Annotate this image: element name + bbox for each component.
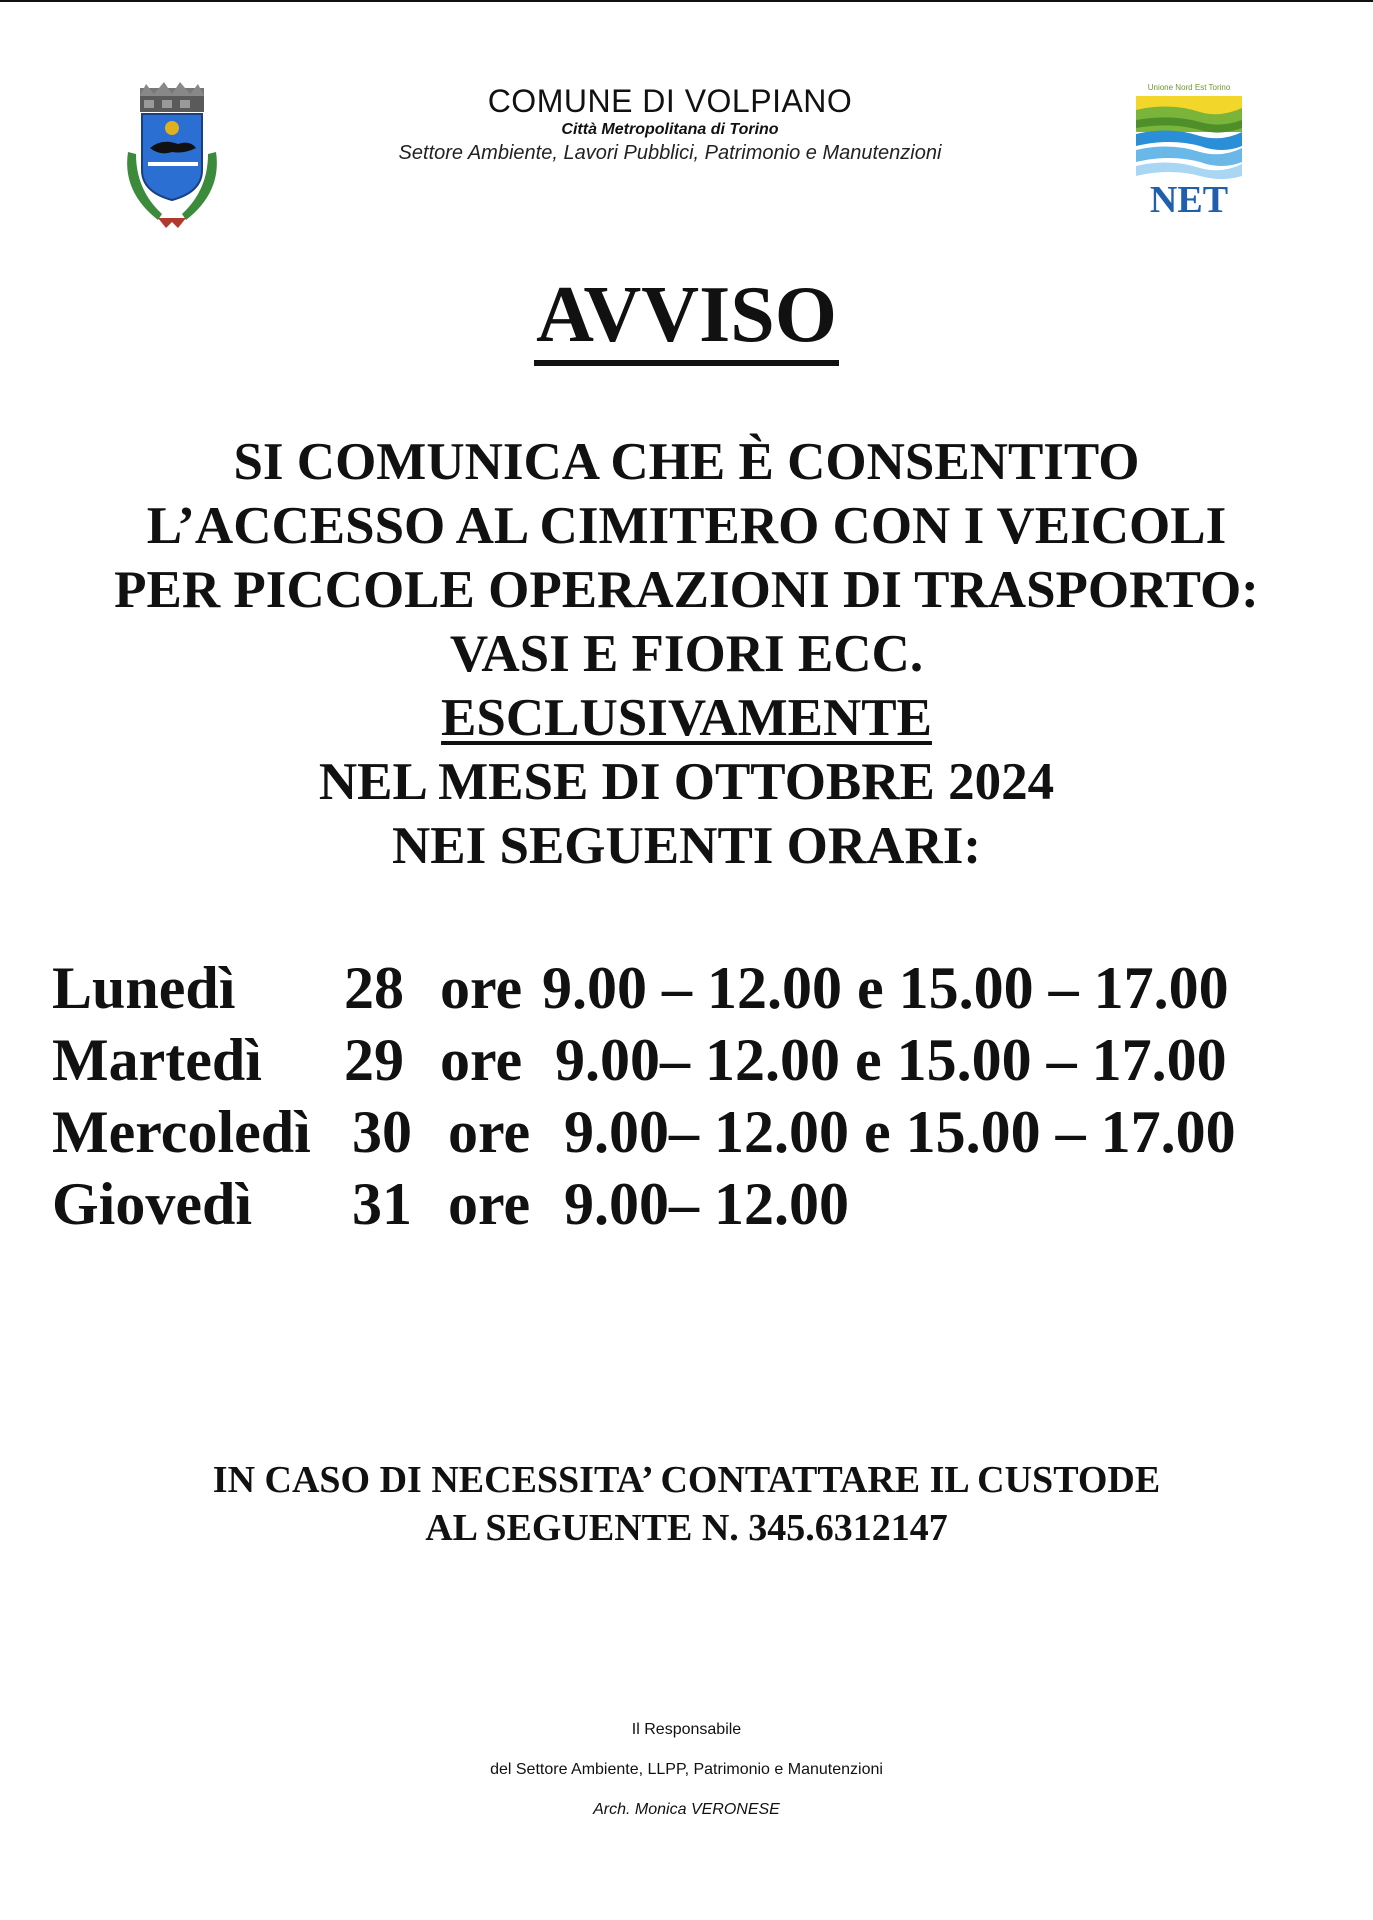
schedule-date: 31 bbox=[352, 1171, 412, 1237]
schedule-day: Lunedì bbox=[52, 955, 236, 1021]
organization-header bbox=[340, 82, 1000, 166]
notice-line: VASI E FIORI ECC. bbox=[449, 625, 924, 683]
signature-name: Arch. Monica VERONESE bbox=[593, 1801, 780, 1818]
net-logo-caption: Unione Nord Est Torino bbox=[1147, 83, 1231, 92]
notice-line: L’ACCESSO AL CIMITERO CON I VEICOLI bbox=[146, 497, 1227, 555]
schedule-date: 29 bbox=[344, 1027, 404, 1093]
schedule-date: 28 bbox=[344, 955, 404, 1021]
signature-block bbox=[0, 1720, 1373, 1820]
notice-body bbox=[0, 430, 1373, 878]
top-border-line bbox=[0, 0, 1373, 2]
notice-line: NEI SEGUENTI ORARI: bbox=[391, 817, 981, 875]
notice-line: NEL MESE DI OTTOBRE 2024 bbox=[318, 753, 1055, 811]
notice-line: SI COMUNICA CHE È CONSENTITO bbox=[233, 433, 1140, 491]
schedule-hours: 9.00– 12.00 e 15.00 – 17.00 bbox=[564, 1099, 1236, 1165]
notice-emphasis: ESCLUSIVAMENTE bbox=[441, 689, 932, 747]
volpiano-coat-of-arms-logo bbox=[118, 82, 226, 234]
signature-role: Il Responsabile bbox=[631, 1721, 742, 1738]
schedule-hours: 9.00– 12.00 e 15.00 – 17.00 bbox=[555, 1027, 1227, 1093]
net-logo-text: NET bbox=[1149, 179, 1229, 220]
contact-phone-line: AL SEGUENTE N. 345.6312147 bbox=[425, 1507, 948, 1549]
title-text: AVVISO bbox=[534, 270, 839, 366]
schedule-hours: 9.00 – 12.00 e 15.00 – 17.00 bbox=[542, 955, 1229, 1021]
schedule-ore: ore bbox=[440, 955, 523, 1021]
schedule-ore: ore bbox=[448, 1171, 531, 1237]
org-subtitle: Città Metropolitana di Torino bbox=[561, 121, 779, 138]
org-name: COMUNE DI VOLPIANO bbox=[487, 83, 853, 119]
schedule-day: Mercoledì bbox=[52, 1099, 311, 1165]
org-department: Settore Ambiente, Lavori Pubblici, Patrimonio e Manutenzioni bbox=[398, 142, 942, 164]
signature-department: del Settore Ambiente, LLPP, Patrimonio e Manutenzioni bbox=[490, 1761, 883, 1778]
contact-line: IN CASO DI NECESSITA’ CONTATTARE IL CUSTODE bbox=[212, 1459, 1161, 1501]
schedule-date: 30 bbox=[352, 1099, 412, 1165]
schedule-ore: ore bbox=[448, 1099, 531, 1165]
notice-line: PER PICCOLE OPERAZIONI DI TRASPORTO: bbox=[114, 561, 1259, 619]
notice-title bbox=[0, 270, 1373, 366]
schedule-hours: 9.00– 12.00 bbox=[564, 1171, 849, 1237]
schedule-ore: ore bbox=[440, 1027, 523, 1093]
schedule-day: Martedì bbox=[52, 1027, 262, 1093]
schedule-day: Giovedì bbox=[52, 1171, 253, 1237]
contact-block bbox=[0, 1456, 1373, 1552]
net-union-logo bbox=[1130, 80, 1248, 220]
